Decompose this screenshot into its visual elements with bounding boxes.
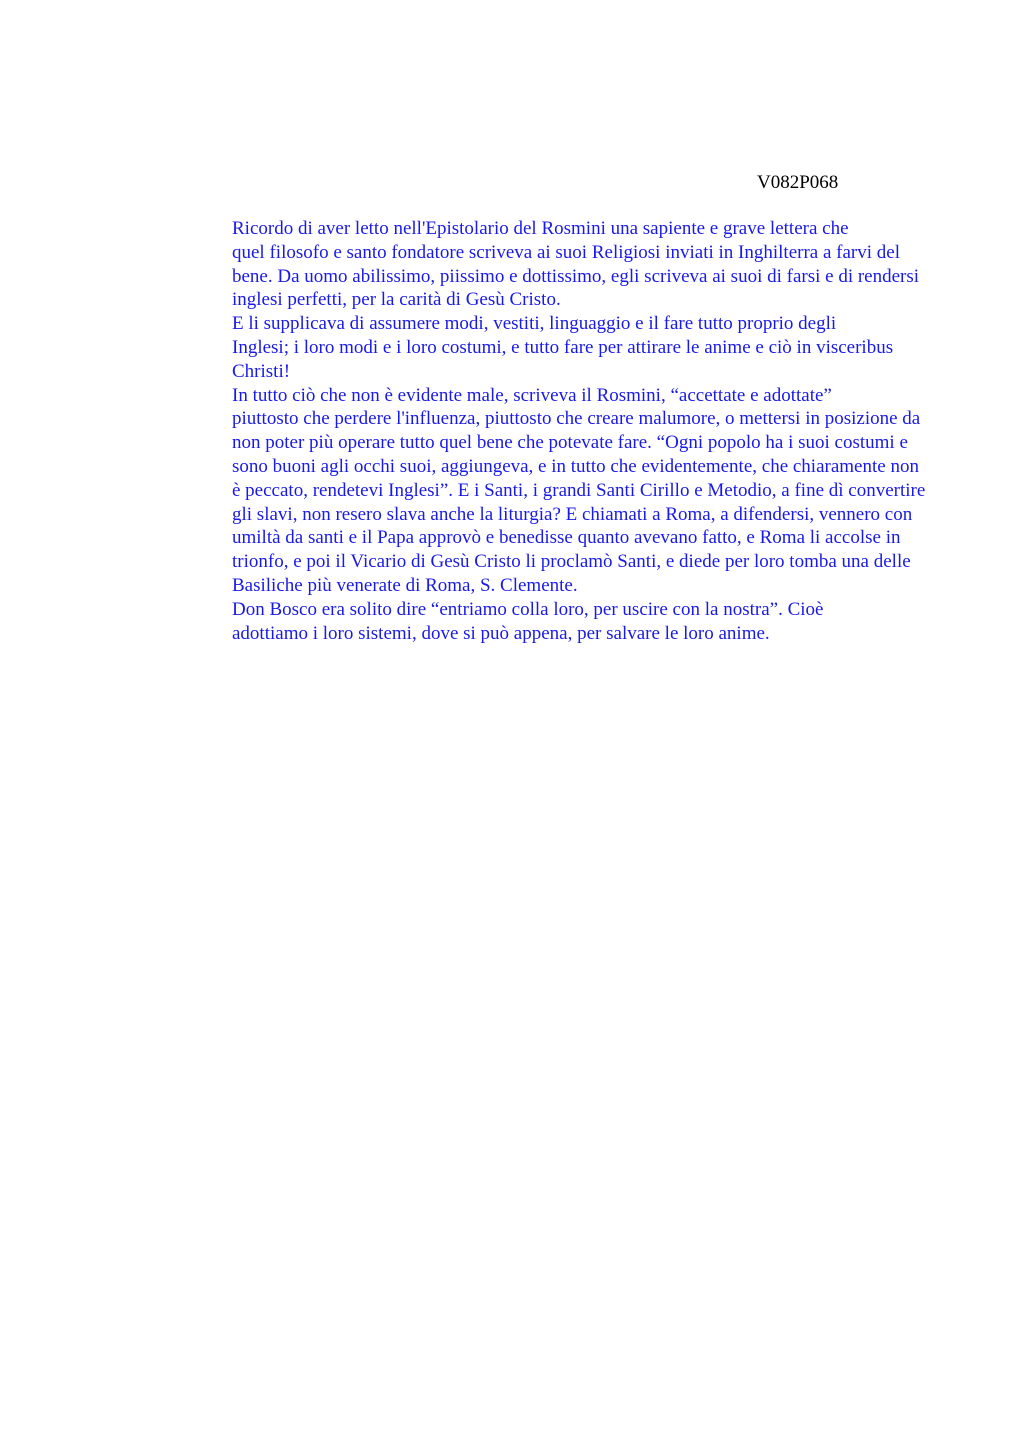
text-line: Basiliche più venerate di Roma, S. Clemente. <box>232 574 578 596</box>
text-line: Don Bosco era solito dire “entriamo colla loro, per uscire con la nostra”. Cioè <box>232 598 824 620</box>
text-line: quel filosofo e santo fondatore scriveva ai suoi Religiosi inviati in Inghilterra a farvi del <box>232 241 900 263</box>
text-line: Ricordo di aver letto nell'Epistolario del Rosmini una sapiente e grave lettera che <box>232 218 849 239</box>
text-line: trionfo, e poi il Vicario di Gesù Cristo li proclamò Santi, e diede per loro tomba una delle <box>232 551 911 573</box>
text-line: adottiamo i loro sistemi, dove si può appena, per salvare le loro anime. <box>232 622 770 644</box>
body-text <box>171 217 931 645</box>
page-code: V082P068 <box>757 172 839 193</box>
text-line: bene. Da uomo abilissimo, piissimo e dottissimo, egli scriveva ai suoi di farsi e di rendersi <box>232 265 920 287</box>
text-line: gli slavi, non resero slava anche la liturgia? E chiamati a Roma, a difendersi, vennero con <box>232 503 913 525</box>
text-line: sono buoni agli occhi suoi, aggiungeva, e in tutto che evidentemente, che chiaramente non <box>232 455 919 477</box>
text-line: è peccato, rendetevi Inglesi”. E i Santi, i grandi Santi Cirillo e Metodio, a fine dì convertire <box>232 479 926 501</box>
text-line: umiltà da santi e il Papa approvò e benedisse quanto avevano fatto, e Roma li accolse in <box>232 527 901 549</box>
text-line: In tutto ciò che non è evidente male, scriveva il Rosmini, “accettate e adottate” <box>232 384 832 406</box>
text-line: Inglesi; i loro modi e i loro costumi, e tutto fare per attirare le anime e ciò in visceribus <box>232 336 894 358</box>
text-line: piuttosto che perdere l'influenza, piuttosto che creare malumore, o mettersi in posizione da <box>232 408 921 430</box>
paragraph-cyril-methodius <box>171 384 931 598</box>
paragraph-don-bosco <box>171 598 931 646</box>
text-line: E li supplicava di assumere modi, vestiti, linguaggio e il fare tutto proprio degli <box>232 313 837 335</box>
text-line: inglesi perfetti, per la carità di Gesù Cristo. <box>232 289 561 311</box>
paragraph-rosmini-letter <box>171 217 931 312</box>
paragraph-supplication <box>171 312 931 383</box>
text-line: Christi! <box>232 360 291 382</box>
text-line: non poter più operare tutto quel bene che potevate fare. “Ogni popolo ha i suoi costumi e <box>232 432 908 454</box>
